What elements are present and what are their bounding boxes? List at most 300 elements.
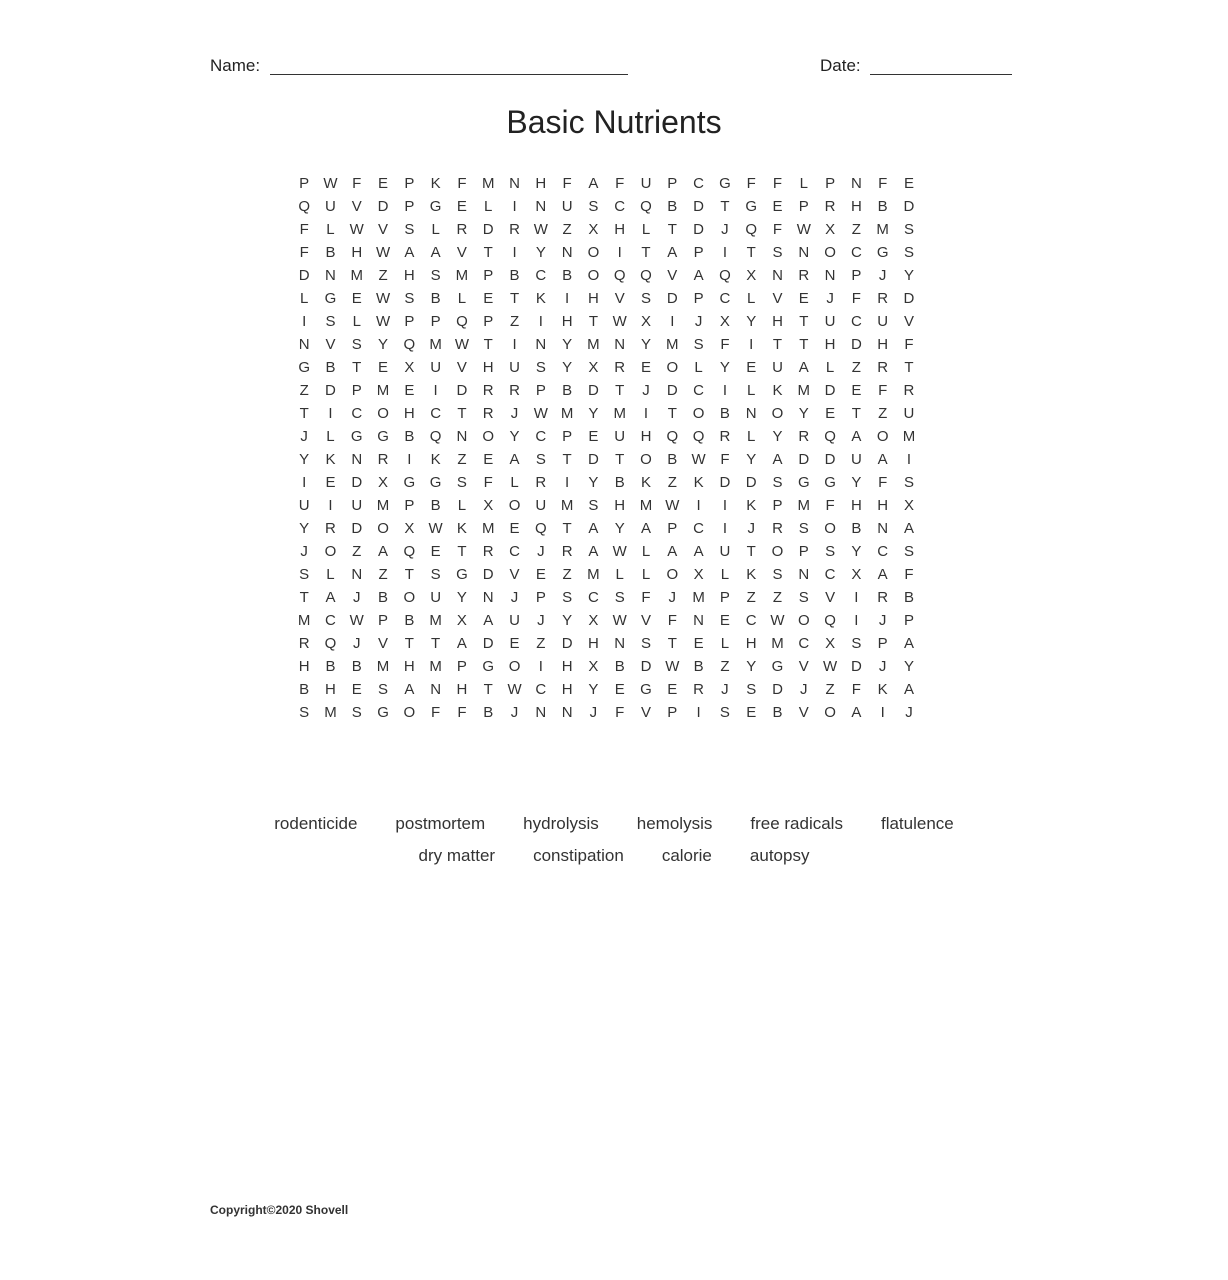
grid-letter: L xyxy=(641,566,651,583)
grid-letter: K xyxy=(877,681,888,698)
grid-letter: U xyxy=(430,589,442,606)
grid-letter: L xyxy=(799,175,808,192)
grid-letter: B xyxy=(430,497,441,514)
grid-letter: J xyxy=(352,589,361,606)
grid-letter: U xyxy=(325,198,336,215)
grid-letter: Y xyxy=(562,359,573,376)
grid-letter: Y xyxy=(746,313,757,330)
grid-letter: X xyxy=(456,612,467,629)
grid-letter: W xyxy=(349,612,364,629)
word-list-item: flatulence xyxy=(880,814,954,833)
grid-letter: I xyxy=(328,497,333,514)
grid-letter: C xyxy=(824,566,836,583)
grid-letter: X xyxy=(588,221,599,238)
grid-letter: O xyxy=(508,497,521,514)
grid-letter: Q xyxy=(640,198,652,215)
grid-letter: Z xyxy=(878,405,888,422)
grid-letter: M xyxy=(797,497,811,514)
grid-letter: N xyxy=(482,589,494,606)
grid-letter: F xyxy=(615,175,625,192)
grid-letter: G xyxy=(456,566,468,583)
grid-letter: A xyxy=(509,451,520,468)
grid-letter: F xyxy=(667,612,677,629)
grid-letter: R xyxy=(377,451,389,468)
grid-letter: S xyxy=(456,474,467,491)
date-label: Date: xyxy=(820,56,861,75)
grid-letter: S xyxy=(772,244,783,261)
grid-letter: A xyxy=(588,520,599,537)
grid-letter: H xyxy=(824,336,836,353)
grid-letter: D xyxy=(850,336,862,353)
word-list-item: hemolysis xyxy=(636,814,713,833)
grid-letter: R xyxy=(877,359,889,376)
grid-letter: G xyxy=(298,359,310,376)
grid-row xyxy=(291,517,935,540)
grid-letter: Z xyxy=(378,566,388,583)
word-list-item: hydrolysis xyxy=(523,814,599,833)
grid-letter: U xyxy=(640,175,652,192)
grid-letter: R xyxy=(561,543,573,560)
grid-letter: T xyxy=(483,336,493,353)
grid-letter: G xyxy=(640,681,652,698)
grid-letter: Z xyxy=(851,359,861,376)
grid-letter: X xyxy=(825,635,836,652)
grid-letter: Q xyxy=(613,267,626,284)
grid-letter: J xyxy=(352,635,361,652)
grid-letter: N xyxy=(772,267,783,284)
grid-letter: T xyxy=(483,244,493,261)
grid-letter: C xyxy=(719,290,731,307)
grid-letter: V xyxy=(614,290,625,307)
grid-letter: N xyxy=(614,635,626,652)
grid-letter: I xyxy=(696,704,701,721)
grid-letter: A xyxy=(588,175,599,192)
grid-letter: T xyxy=(483,681,493,698)
grid-letter: S xyxy=(772,566,783,583)
grid-letter: F xyxy=(904,336,914,353)
grid-letter: A xyxy=(693,543,704,560)
grid-letter: S xyxy=(798,520,809,537)
grid-letter: M xyxy=(560,405,574,422)
grid-letter: H xyxy=(587,290,599,307)
grid-letter: K xyxy=(746,566,757,583)
grid-letter: H xyxy=(772,313,783,330)
grid-letter: O xyxy=(377,405,389,422)
grid-letter: F xyxy=(878,175,888,192)
grid-row xyxy=(291,264,935,287)
grid-letter: R xyxy=(298,635,310,652)
grid-letter: I xyxy=(696,497,701,514)
grid-letter: R xyxy=(456,221,468,238)
grid-letter: V xyxy=(378,635,389,652)
grid-letter: L xyxy=(457,497,467,514)
grid-letter: U xyxy=(903,405,915,422)
grid-row xyxy=(291,195,935,218)
grid-letter: D xyxy=(482,635,494,652)
grid-letter: Y xyxy=(798,405,809,422)
grid-letter: F xyxy=(483,474,493,491)
grid-letter: O xyxy=(824,244,836,261)
grid-letter: E xyxy=(693,635,704,652)
grid-letter: N xyxy=(850,175,862,192)
grid-letter: S xyxy=(430,566,441,583)
grid-letter: L xyxy=(457,290,467,307)
page-title: Basic Nutrients xyxy=(506,104,722,140)
grid-letter: G xyxy=(324,290,337,307)
grid-letter: O xyxy=(324,543,337,560)
grid-letter: L xyxy=(326,428,335,445)
grid-letter: M xyxy=(876,221,889,238)
grid-letter: J xyxy=(668,589,677,606)
grid-letter: V xyxy=(378,221,389,238)
grid-letter: X xyxy=(483,497,494,514)
grid-letter: V xyxy=(798,704,809,721)
grid-letter: H xyxy=(850,198,862,215)
grid-letter: L xyxy=(825,359,835,376)
grid-letter: B xyxy=(378,589,389,606)
grid-letter: A xyxy=(641,520,652,537)
grid-letter: W xyxy=(612,612,627,629)
grid-letter: Y xyxy=(851,543,862,560)
grid-letter: M xyxy=(376,658,390,675)
grid-letter: Y xyxy=(746,451,757,468)
grid-letter: U xyxy=(298,497,310,514)
grid-letter: I xyxy=(512,244,517,261)
grid-letter: Z xyxy=(457,451,467,468)
grid-letter: L xyxy=(326,566,335,583)
grid-letter: O xyxy=(508,658,521,675)
grid-letter: L xyxy=(641,221,651,238)
grid-letter: N xyxy=(798,244,810,261)
grid-letter: C xyxy=(535,681,547,698)
grid-letter: T xyxy=(404,635,414,652)
grid-letter: D xyxy=(351,520,363,537)
grid-letter: Q xyxy=(719,267,731,284)
grid-letter: Q xyxy=(692,428,705,445)
grid-letter: P xyxy=(404,313,415,330)
grid-letter: O xyxy=(771,543,784,560)
word-list xyxy=(0,808,1228,872)
grid-letter: O xyxy=(666,566,679,583)
grid-letter: J xyxy=(878,267,887,284)
grid-letter: W xyxy=(323,175,338,192)
grid-letter: L xyxy=(747,382,756,399)
grid-letter: Z xyxy=(720,658,730,675)
grid-letter: H xyxy=(877,497,889,514)
grid-letter: E xyxy=(351,290,362,307)
grid-letter: T xyxy=(720,198,730,215)
grid-letter: R xyxy=(877,589,889,606)
grid-letter: E xyxy=(825,405,836,422)
grid-letter: B xyxy=(851,520,862,537)
grid-letter: L xyxy=(484,198,493,215)
grid-letter: D xyxy=(482,221,494,238)
grid-letter: R xyxy=(824,198,836,215)
grid-letter: E xyxy=(614,681,625,698)
grid-letter: A xyxy=(851,704,862,721)
grid-letter: C xyxy=(693,520,705,537)
grid-letter: L xyxy=(694,359,703,376)
grid-letter: H xyxy=(403,405,415,422)
grid-letter: B xyxy=(351,658,362,675)
grid-letter: C xyxy=(535,267,547,284)
grid-letter: A xyxy=(325,589,336,606)
grid-letter: V xyxy=(509,566,520,583)
grid-letter: L xyxy=(299,290,309,307)
grid-letter: E xyxy=(719,612,730,629)
grid-letter: O xyxy=(403,589,416,606)
grid-letter: R xyxy=(535,474,547,491)
grid-letter: I xyxy=(302,313,307,330)
grid-letter: E xyxy=(509,635,520,652)
grid-letter: E xyxy=(456,198,467,215)
grid-letter: H xyxy=(351,244,363,261)
grid-letter: I xyxy=(407,451,412,468)
grid-letter: P xyxy=(483,267,494,284)
grid-row xyxy=(291,609,935,632)
grid-letter: R xyxy=(614,359,626,376)
grid-letter: M xyxy=(613,405,626,422)
grid-letter: D xyxy=(666,290,678,307)
grid-letter: E xyxy=(430,543,441,560)
grid-letter: N xyxy=(351,451,363,468)
grid-letter: N xyxy=(877,520,889,537)
grid-letter: S xyxy=(588,497,599,514)
grid-letter: I xyxy=(722,244,727,261)
grid-letter: T xyxy=(615,382,625,399)
grid-letter: J xyxy=(300,543,308,560)
grid-letter: T xyxy=(404,566,414,583)
grid-letter: M xyxy=(481,520,495,537)
grid-letter: J xyxy=(747,520,755,537)
grid-letter: M xyxy=(639,497,653,514)
grid-letter: C xyxy=(850,244,862,261)
grid-letter: Q xyxy=(403,543,416,560)
grid-letter: A xyxy=(772,451,783,468)
grid-letter: M xyxy=(666,336,679,353)
grid-letter: N xyxy=(509,175,520,192)
grid-letter: K xyxy=(746,497,757,514)
grid-letter: N xyxy=(798,566,810,583)
grid-letter: N xyxy=(298,336,310,353)
grid-letter: N xyxy=(745,405,757,422)
grid-letter: R xyxy=(772,520,783,537)
grid-letter: P xyxy=(456,658,467,675)
grid-letter: E xyxy=(746,704,757,721)
grid-letter: A xyxy=(903,635,914,652)
grid-letter: U xyxy=(561,198,573,215)
grid-letter: S xyxy=(299,566,310,583)
grid-letter: C xyxy=(535,428,547,445)
grid-letter: G xyxy=(429,474,442,491)
grid-letter: C xyxy=(430,405,442,422)
grid-letter: S xyxy=(535,359,546,376)
grid-letter: B xyxy=(614,658,625,675)
grid-letter: I xyxy=(512,198,517,215)
grid-letter: G xyxy=(482,658,495,675)
grid-letter: C xyxy=(325,612,336,629)
grid-letter: D xyxy=(640,658,652,675)
grid-row xyxy=(291,356,935,379)
grid-letter: F xyxy=(720,451,730,468)
grid-letter: V xyxy=(456,359,467,376)
grid-letter: M xyxy=(324,704,337,721)
grid-letter: P xyxy=(378,612,389,629)
grid-letter: P xyxy=(535,589,546,606)
grid-letter: S xyxy=(641,290,652,307)
grid-letter: Z xyxy=(536,635,546,652)
grid-letter: F xyxy=(772,175,783,192)
grid-letter: S xyxy=(903,474,914,491)
grid-letter: R xyxy=(482,382,494,399)
grid-letter: Y xyxy=(456,589,467,606)
grid-letter: P xyxy=(299,175,310,192)
grid-letter: J xyxy=(721,681,729,698)
grid-letter: W xyxy=(665,497,680,514)
grid-row xyxy=(291,333,935,356)
header-row xyxy=(0,52,1228,82)
grid-letter: F xyxy=(299,221,309,238)
grid-letter: X xyxy=(588,612,599,629)
grid-letter: P xyxy=(483,313,494,330)
grid-letter: R xyxy=(509,382,520,399)
grid-letter: H xyxy=(745,635,757,652)
grid-letter: M xyxy=(481,175,495,192)
grid-letter: J xyxy=(510,405,519,422)
grid-letter: V xyxy=(667,267,678,284)
grid-letter: I xyxy=(512,336,517,353)
grid-letter: J xyxy=(510,704,519,721)
grid-letter: F xyxy=(746,175,756,192)
grid-letter: S xyxy=(535,451,546,468)
grid-letter: F xyxy=(352,175,362,192)
grid-row xyxy=(291,241,935,264)
grid-letter: D xyxy=(903,290,915,307)
grid-letter: T xyxy=(299,405,309,422)
grid-letter: I xyxy=(617,244,622,261)
grid-letter: S xyxy=(693,336,704,353)
word-list-row-1 xyxy=(0,808,1228,840)
grid-letter: Z xyxy=(299,382,309,399)
grid-letter: E xyxy=(404,382,415,399)
grid-letter: R xyxy=(798,267,810,284)
grid-letter: U xyxy=(509,612,520,629)
grid-row xyxy=(291,563,935,586)
grid-letter: T xyxy=(746,244,756,261)
grid-letter: N xyxy=(351,566,363,583)
grid-letter: T xyxy=(457,543,467,560)
grid-letter: Y xyxy=(851,474,862,491)
grid-letter: I xyxy=(643,405,649,422)
grid-letter: T xyxy=(588,313,598,330)
grid-row xyxy=(291,471,935,494)
grid-letter: P xyxy=(667,520,678,537)
grid-letter: D xyxy=(824,451,836,468)
grid-letter: C xyxy=(798,635,810,652)
grid-row xyxy=(291,172,935,195)
grid-letter: Y xyxy=(772,428,783,445)
grid-letter: N xyxy=(561,704,573,721)
grid-letter: J xyxy=(537,543,545,560)
grid-letter: V xyxy=(903,313,914,330)
grid-letter: W xyxy=(612,543,627,560)
grid-letter: I xyxy=(749,336,754,353)
grid-letter: P xyxy=(404,497,415,514)
grid-letter: Z xyxy=(562,221,572,238)
grid-letter: M xyxy=(797,382,811,399)
grid-letter: S xyxy=(903,244,914,261)
grid-letter: H xyxy=(298,658,310,675)
grid-letter: I xyxy=(722,497,727,514)
grid-letter: T xyxy=(457,405,467,422)
grid-letter: S xyxy=(588,198,599,215)
grid-letter: B xyxy=(325,359,336,376)
grid-letter: L xyxy=(431,221,440,238)
grid-letter: H xyxy=(561,658,573,675)
grid-letter: T xyxy=(615,451,625,468)
grid-letter: F xyxy=(615,704,625,721)
grid-letter: R xyxy=(719,428,731,445)
grid-letter: E xyxy=(798,290,809,307)
grid-letter: P xyxy=(719,589,730,606)
grid-letter: U xyxy=(824,313,836,330)
grid-letter: V xyxy=(798,658,809,675)
grid-letter: S xyxy=(641,635,652,652)
grid-letter: I xyxy=(722,520,727,537)
grid-letter: Z xyxy=(772,589,783,606)
grid-letter: P xyxy=(693,290,704,307)
grid-letter: D xyxy=(587,451,599,468)
grid-letter: L xyxy=(510,474,519,491)
grid-letter: E xyxy=(483,290,494,307)
grid-letter: C xyxy=(745,612,757,629)
grid-letter: H xyxy=(482,359,494,376)
grid-letter: B xyxy=(562,267,573,284)
grid-letter: M xyxy=(429,658,442,675)
grid-letter: D xyxy=(693,221,705,238)
grid-letter: G xyxy=(824,474,836,491)
grid-letter: T xyxy=(799,313,809,330)
grid-letter: Z xyxy=(352,543,362,560)
grid-letter: Z xyxy=(851,221,861,238)
grid-letter: H xyxy=(614,221,626,238)
grid-letter: E xyxy=(903,175,914,192)
grid-letter: B xyxy=(614,474,625,491)
grid-letter: T xyxy=(746,543,756,560)
grid-letter: B xyxy=(877,198,888,215)
grid-letter: I xyxy=(565,290,570,307)
grid-letter: Y xyxy=(719,359,730,376)
grid-letter: V xyxy=(456,244,467,261)
grid-letter: B xyxy=(562,382,573,399)
grid-letter: C xyxy=(587,589,599,606)
grid-letter: D xyxy=(377,198,389,215)
grid-letter: Z xyxy=(509,313,520,330)
grid-letter: G xyxy=(350,428,363,445)
grid-letter: D xyxy=(298,267,310,284)
grid-letter: X xyxy=(378,474,389,491)
grid-letter: J xyxy=(905,704,913,721)
grid-letter: P xyxy=(430,313,441,330)
grid-letter: X xyxy=(404,359,415,376)
grid-letter: Q xyxy=(403,336,416,353)
grid-letter: W xyxy=(375,290,391,307)
grid-letter: P xyxy=(851,267,862,284)
word-list-item: autopsy xyxy=(749,846,810,865)
grid-letter: E xyxy=(772,198,783,215)
grid-letter: U xyxy=(351,497,363,514)
grid-letter: I xyxy=(854,589,859,606)
